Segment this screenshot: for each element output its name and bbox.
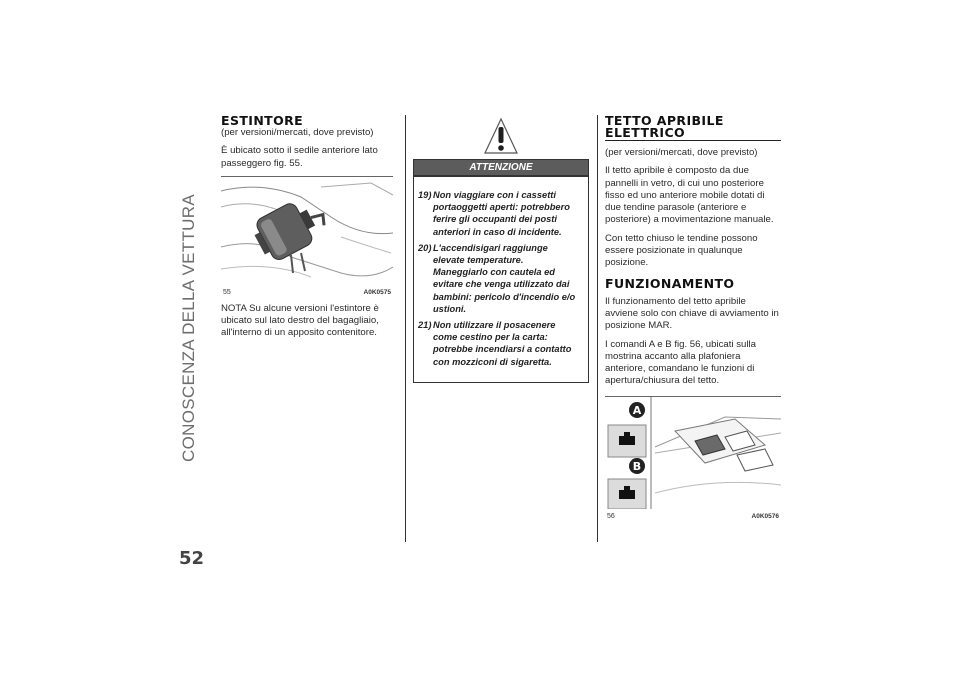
figure-number: 55 <box>223 288 231 296</box>
warning-item-text: Non viaggiare con i cassetti portaoggetti aperti: potrebbero ferire gli occupanti dei posti anteriori in caso di incidente. <box>433 190 570 237</box>
figure-56 <box>605 396 781 520</box>
estintore-availability: (per versioni/mercati, dove previsto) <box>221 127 374 138</box>
tetto-curtains: Con tetto chiuso le tendine possono essere posizionate in qualunque posizione. <box>605 232 758 269</box>
warning-item <box>418 242 580 315</box>
heading-tetto-apribile: TETTO APRIBILE ELETTRICO <box>605 115 781 141</box>
column-divider-left <box>405 115 406 542</box>
figure-number: 56 <box>607 512 615 520</box>
warning-item <box>418 319 580 368</box>
estintore-note: NOTA Su alcune versioni l'estintore è ubicato sul lato destro del bagagliaio, all'interno di un apposito contenitore. <box>221 302 379 339</box>
warning-item-number: 21) <box>418 320 432 331</box>
control-label-b: B <box>632 459 642 473</box>
heading-estintore: ESTINTORE <box>221 113 304 128</box>
figure-code: A0K0576 <box>751 512 779 520</box>
extinguisher-illustration <box>221 177 393 285</box>
warning-triangle-icon <box>484 117 518 155</box>
figure-55 <box>221 176 393 296</box>
funzionamento-key: Il funzionamento del tetto apribile avviene solo con chiave di avviamento in posizione MAR. <box>605 295 779 332</box>
side-title <box>174 108 204 548</box>
column-divider-right <box>597 115 598 542</box>
figure-code: A0K0575 <box>363 288 391 296</box>
column-sunroof <box>605 115 781 519</box>
tetto-description: Il tetto apribile è composto da due pannelli in vetro, di cui uno posteriore fisso ed uno anteriore mobile dotati di due tendine parasole (anteriore e posteriore) a movimentazione manuale. <box>605 165 774 226</box>
sunroof-controls-illustration <box>605 397 781 509</box>
column-extinguisher <box>221 115 393 346</box>
estintore-location: È ubicato sotto il sedile anteriore lato passeggero fig. 55. <box>221 145 378 169</box>
column-warning <box>413 115 589 383</box>
warning-box <box>413 159 589 383</box>
warning-item <box>418 189 580 238</box>
control-label-a: A <box>632 403 642 417</box>
page-number: 52 <box>179 548 205 569</box>
warning-item-number: 19) <box>418 190 432 200</box>
warning-item-number: 20) <box>418 242 432 253</box>
warning-item-text: L'accendisigari raggiunge elevate temperature. Maneggiarlo con cautela ed evitare che venga utilizzato dai bambini: pericolo d'incendio e/o ustioni. <box>433 242 576 314</box>
funzionamento-controls: I comandi A e B fig. 56, ubicati sulla mostrina accanto alla plafoniera anteriore, comandano le funzioni di apertura/chiusura del tetto. <box>605 338 756 387</box>
warning-list <box>414 177 588 382</box>
heading-funzionamento: FUNZIONAMENTO <box>605 275 735 291</box>
side-title-text: CONOSCENZA DELLA VETTURA <box>179 194 198 462</box>
warning-item-text: Non utilizzare il posacenere come cestino per la carta: potrebbe incendiarsi a contatto con mozziconi di sigaretta. <box>433 320 572 367</box>
tetto-availability: (per versioni/mercati, dove previsto) <box>605 147 758 158</box>
warning-title: ATTENZIONE <box>414 160 588 177</box>
